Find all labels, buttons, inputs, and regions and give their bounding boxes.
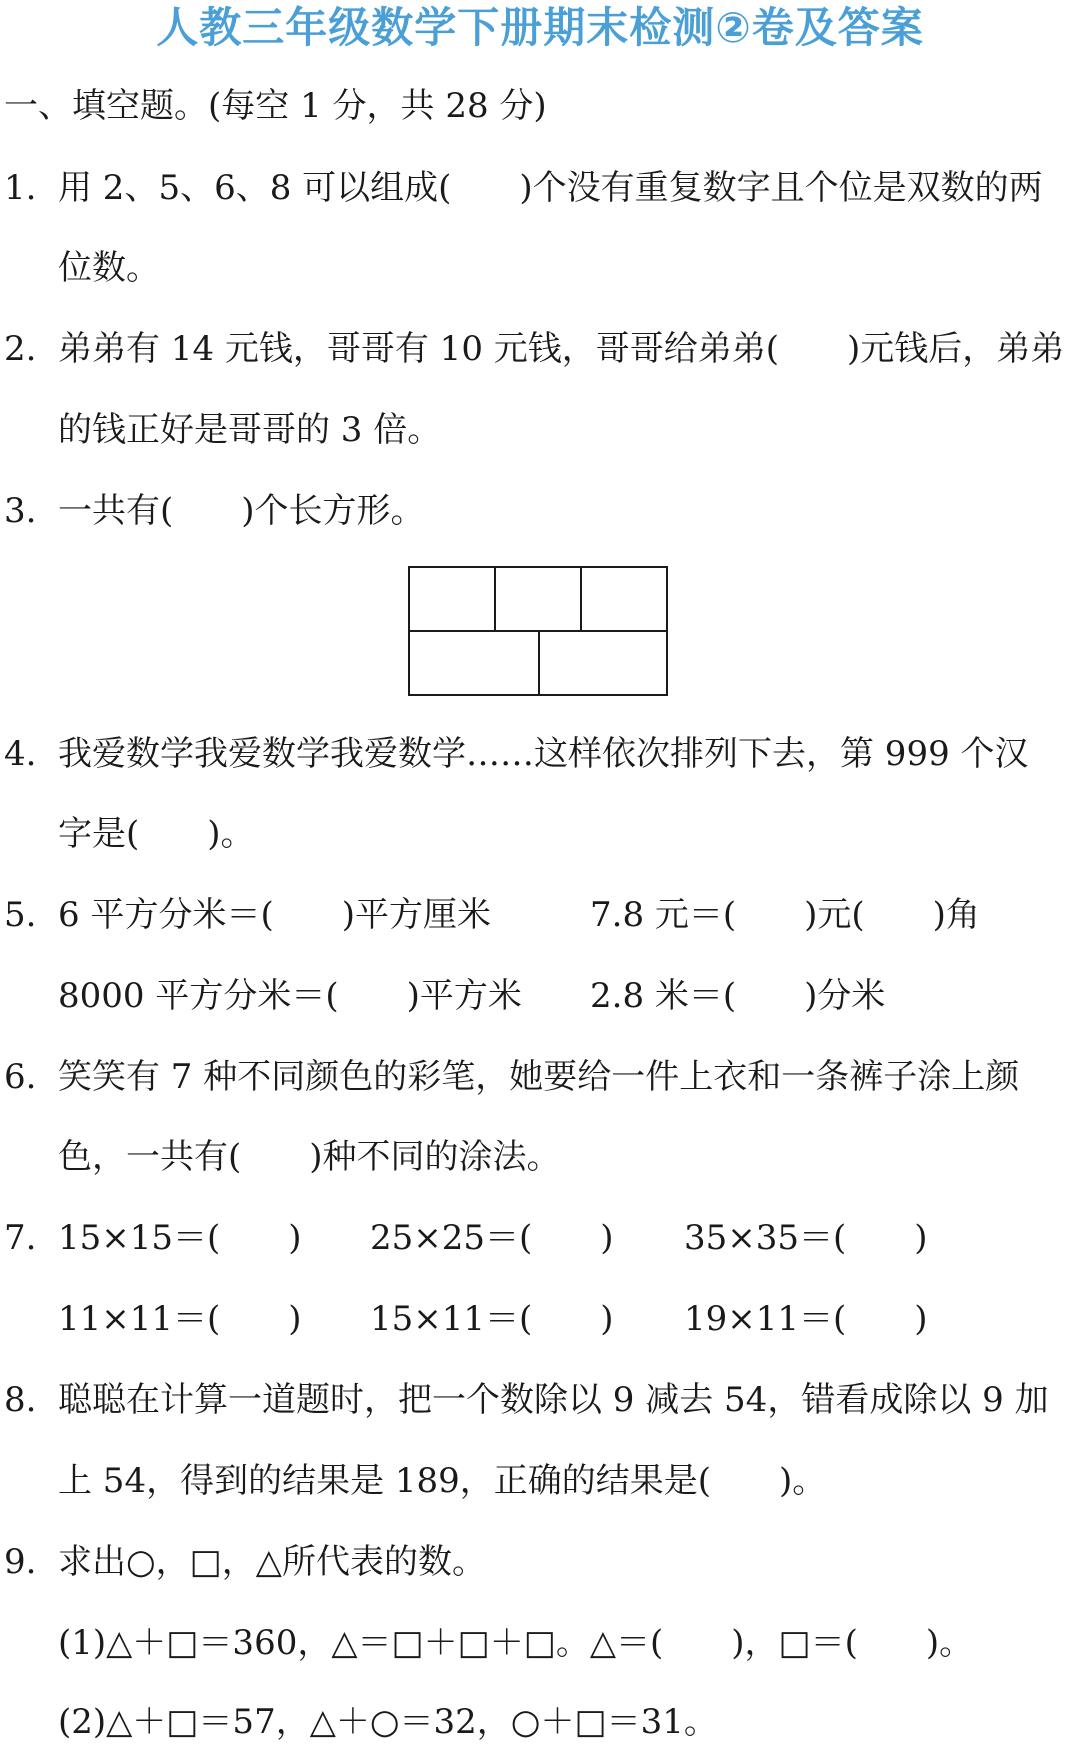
question-number: 6. — [4, 1057, 37, 1097]
figure-cell — [408, 566, 496, 632]
figure-cell — [494, 566, 582, 632]
question-text: 8000 平方分米＝( )平方米 — [58, 976, 522, 1016]
section-heading: 一、填空题。(每空 1 分，共 28 分) — [4, 86, 547, 126]
question-text: 6 平方分米＝( )平方厘米 — [58, 895, 491, 935]
question-text: 用 2、5、6、8 可以组成( )个没有重复数字且个位是双数的两 — [58, 168, 1043, 208]
question-text: 一共有( )个长方形。 — [58, 491, 425, 531]
question-text: 笑笑有 7 种不同颜色的彩笔，她要给一件上衣和一条裤子涂上颜 — [58, 1057, 1020, 1097]
question-text: 弟弟有 14 元钱，哥哥有 10 元钱，哥哥给弟弟( )元钱后，弟弟 — [58, 329, 1065, 369]
question-number: 2. — [4, 329, 37, 369]
question-text: 15×11＝( ) — [370, 1299, 614, 1339]
question-text: 的钱正好是哥哥的 3 倍。 — [58, 410, 442, 450]
question-text: 聪聪在计算一道题时，把一个数除以 9 减去 54，错看成除以 9 加 — [58, 1380, 1049, 1420]
question-number: 1. — [4, 168, 37, 208]
question-number: 9. — [4, 1542, 37, 1582]
question-text: 7.8 元＝( )元( )角 — [590, 895, 980, 935]
question-number: 5. — [4, 895, 37, 935]
figure-cell — [538, 630, 668, 696]
question-text: 35×35＝( ) — [684, 1218, 928, 1258]
question-text: (1)△＋□＝360，△＝□＋□＋□。△＝( )，□＝( )。 — [58, 1623, 974, 1663]
figure-cell — [408, 630, 540, 696]
document-title: 人教三年级数学下册期末检测②卷及答案 — [156, 3, 924, 52]
question-text: 字是( )。 — [58, 814, 255, 854]
question-text: (2)△＋□＝57，△＋○＝32，○＋□＝31。 — [58, 1702, 718, 1742]
question-text: 求出○，□，△所代表的数。 — [58, 1542, 486, 1582]
question-number: 7. — [4, 1218, 37, 1258]
question-text: 位数。 — [58, 248, 160, 288]
question-number: 8. — [4, 1380, 37, 1420]
question-text: 11×11＝( ) — [58, 1299, 302, 1339]
question-text: 上 54，得到的结果是 189，正确的结果是( )。 — [58, 1461, 827, 1501]
question-number: 3. — [4, 491, 37, 531]
rectangle-figure — [408, 566, 668, 696]
figure-cell — [580, 566, 668, 632]
question-text: 我爱数学我爱数学我爱数学……这样依次排列下去，第 999 个汉 — [58, 734, 1029, 774]
question-text: 2.8 米＝( )分米 — [590, 976, 886, 1016]
question-text: 25×25＝( ) — [370, 1218, 614, 1258]
question-number: 4. — [4, 734, 37, 774]
question-text: 19×11＝( ) — [684, 1299, 928, 1339]
question-text: 色，一共有( )种不同的涂法。 — [58, 1137, 561, 1177]
question-text: 15×15＝( ) — [58, 1218, 302, 1258]
